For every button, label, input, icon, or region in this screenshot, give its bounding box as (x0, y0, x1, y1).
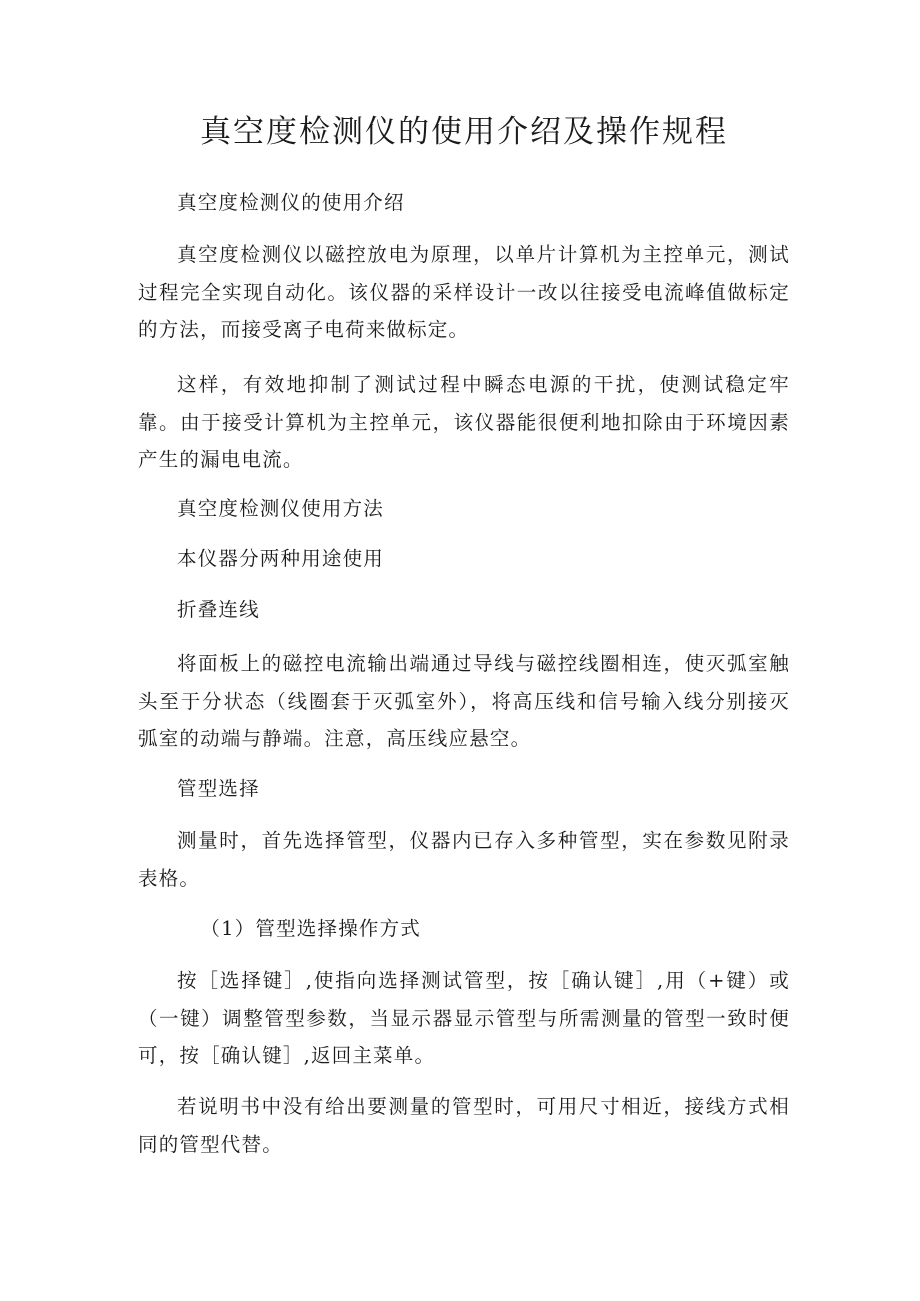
paragraph-principle: 真空度检测仪以磁控放电为原理，以单片计算机为主控单元，测试过程完全实现自动化。该仪器的采样设计一改以往接受电流峰值做标定的方法，而接受离子电荷来做标定。 (138, 243, 790, 341)
paragraph-tube-select: 测量时，首先选择管型，仪器内已存入多种管型，实在参数见附录表格。 (138, 829, 790, 890)
section-heading-intro: 真空度检测仪的使用介绍 (177, 191, 405, 214)
paragraph-wiring: 将面板上的磁控电流输出端通过导线与磁控线圈相连，使灭弧室触头至于分状态（线圈套于灭弧室外），将高压线和信号输入线分别接灭弧室的动端与静端。注意，高压线应悬空。 (138, 652, 790, 750)
paragraph-two-uses: 本仪器分两种用途使用 (177, 547, 385, 570)
document-title: 真空度检测仪的使用介绍及操作规程 (200, 114, 728, 150)
section-heading-usage: 真空度检测仪使用方法 (177, 497, 385, 520)
subheading-operation: （1）管型选择操作方式 (200, 917, 421, 940)
paragraph-advantages: 这样，有效地抑制了测试过程中瞬态电源的干扰，使测试稳定牢靠。由于接受计算机为主控单元，该仪器能很便利地扣除由于环境因素产生的漏电电流。 (138, 373, 790, 471)
paragraph-operation: 按［选择键］,使指向选择测试管型，按［确认键］,用（+键）或（一键）调整管型参数，当显示器显示管型与所需测量的管型一致时便可，按［确认键］,返回主菜单。 (138, 969, 790, 1067)
section-heading-wiring: 折叠连线 (177, 598, 260, 621)
paragraph-substitute: 若说明书中没有给出要测量的管型时，可用尺寸相近，接线方式相同的管型代替。 (138, 1095, 790, 1156)
section-heading-tube-select: 管型选择 (177, 777, 260, 800)
